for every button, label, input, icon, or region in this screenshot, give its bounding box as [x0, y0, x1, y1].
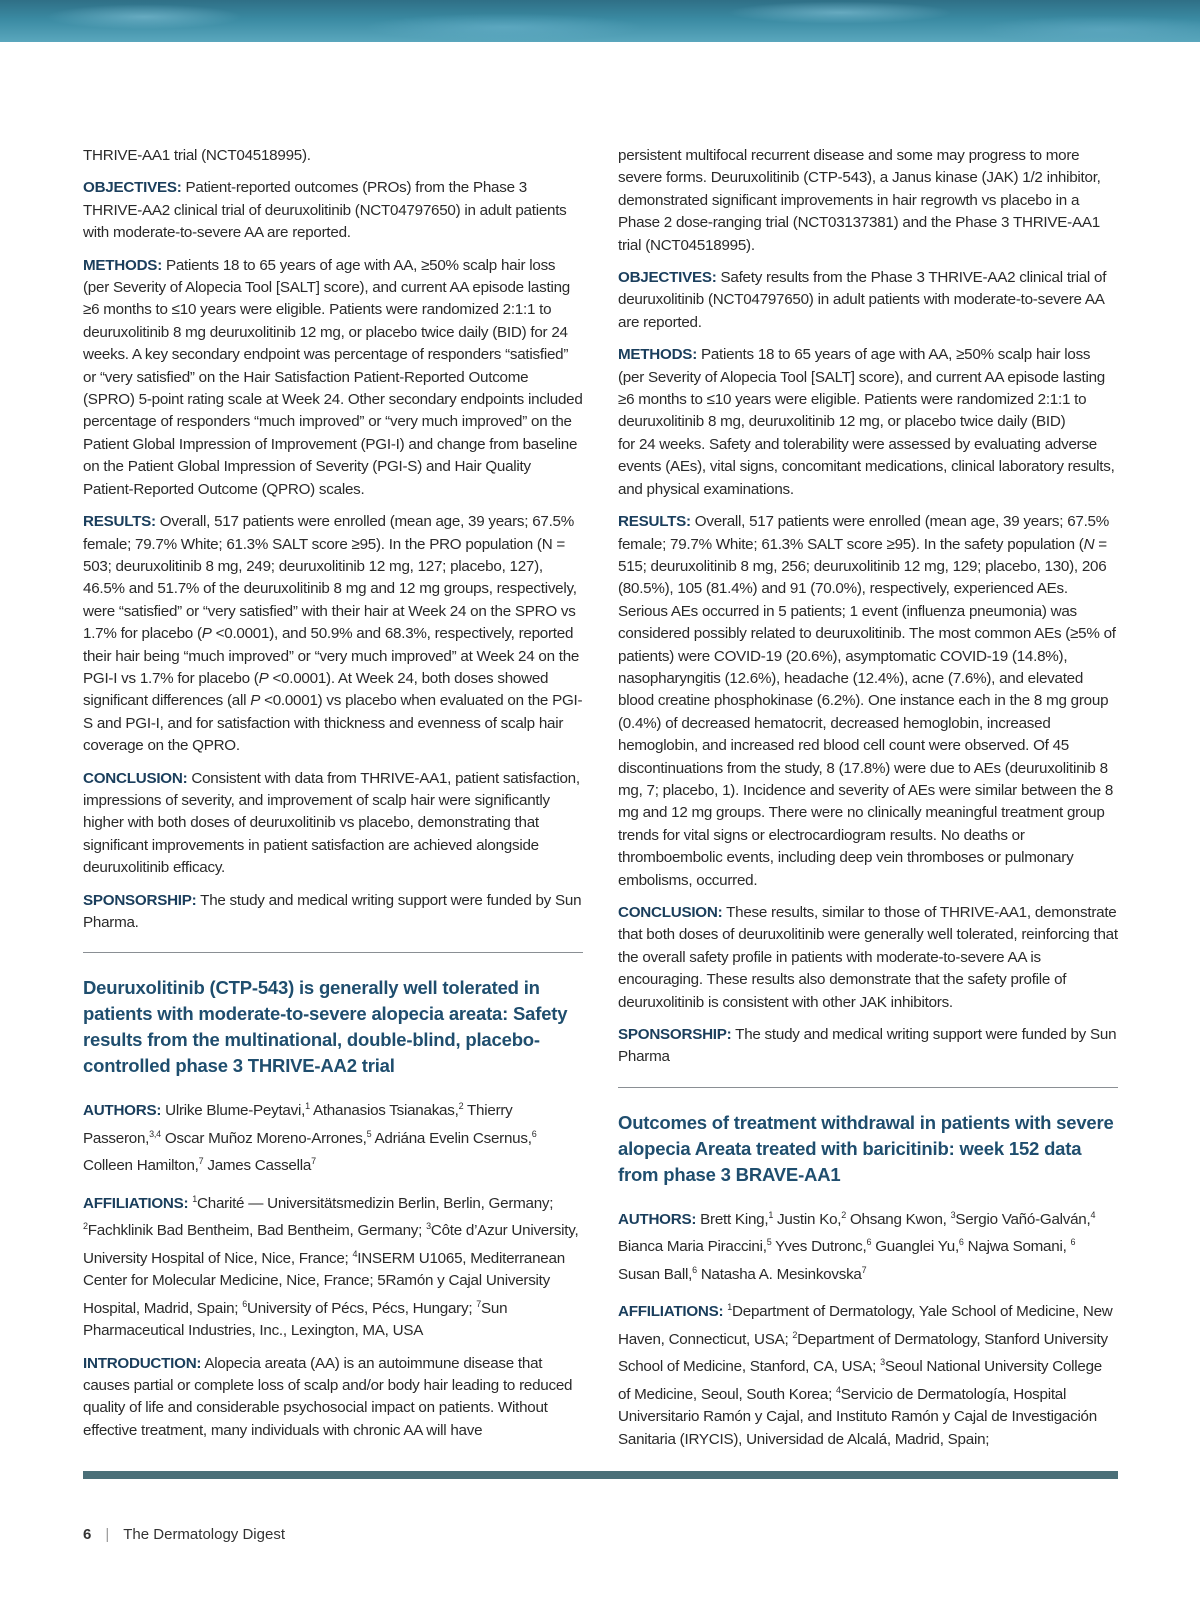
- author-affiliation-marker: 4: [1090, 1209, 1096, 1220]
- results-label: RESULTS:: [83, 513, 156, 531]
- header-ocean-banner: [0, 0, 1200, 42]
- author-affiliation-marker: 7: [198, 1156, 204, 1167]
- affiliation-text: Côte d’Azur University, University Hospital of Nice, Nice, France;: [83, 1222, 579, 1267]
- conclusion-paragraph: CONCLUSION: These results, similar to those of THRIVE-AA1, demonstrate that both doses of deuruxolitinib were generally well tolerated, reinforcing that the overall safety profile in patients with moderate-to-severe AA is encouraging. These results also demonstrate that the safety profile of deuruxolitinib is consistent with other JAK inhibitors.: [618, 904, 1118, 1011]
- author-affiliation-marker: 7: [311, 1156, 316, 1167]
- section-divider: [618, 1087, 1118, 1088]
- author-name: Thierry Passeron,: [83, 1102, 513, 1147]
- methods-paragraph: METHODS: Patients 18 to 65 years of age with AA, ≥50% scalp hair loss (per Severity of Alopecia Tool [SALT] score), and current AA episode lasting ≥6 months to ≤10 years were eligible. Patients were randomized 2:1:1 to deuruxolitinib 8 mg, deuruxolitinib 12 mg, or placebo twice daily (BID) for 24 weeks. Safety and tolerability were assessed by evaluating adverse events (AEs), vital signs, concomitant medications, clinical laboratory results, and physical examinations.: [618, 346, 1115, 498]
- author-affiliation-marker: 5: [366, 1128, 372, 1139]
- introduction-label: INTRODUCTION:: [83, 1354, 202, 1372]
- methods-label: METHODS:: [618, 346, 697, 364]
- affiliations-label: AFFILIATIONS:: [618, 1303, 724, 1321]
- article-title: Deuruxolitinib (CTP-543) is generally well tolerated in patients with moderate-to-severe alopecia areata: Safety results from the multinational, double-blind, placebo-controlled phase 3 THRIVE-AA2 trial: [83, 977, 568, 1077]
- affiliations-paragraph: [83, 1188, 583, 1343]
- author-name: Ohsang Kwon,: [846, 1210, 951, 1228]
- sponsorship-label: SPONSORSHIP:: [83, 891, 197, 909]
- author-affiliation-marker: 6: [958, 1237, 964, 1248]
- methods-paragraph: METHODS: Patients 18 to 65 years of age with AA, ≥50% scalp hair loss (per Severity of Alopecia Tool [SALT] score), and current AA episode lasting ≥6 months to ≤10 years were eligible. Patients were randomized 2:1:1 to deuruxolitinib 8 mg deuruxolitinib 12 mg, or placebo twice daily (BID) for 24 weeks. A key secondary endpoint was percentage of responders “satisfied” or “very satisfied” on the Hair Satisfaction Patient-Reported Outcome (SPRO) 5-point rating scale at Week 24. Other secondary endpoints included percentage of responders “much improved” or “very much improved” on the Patient Global Impression of Improvement (PGI-I) and change from baseline on the Patient Global Impression of Severity (PGI-S) and Hair Quality Patient-Reported Outcome (QPRO) scales.: [83, 256, 583, 498]
- author-name: Oscar Muñoz Moreno-Arrones,: [160, 1129, 367, 1147]
- author-name: Natasha A. Mesinkovska: [696, 1265, 862, 1283]
- author-affiliation-marker: 6: [866, 1237, 872, 1248]
- results-paragraph: RESULTS: Overall, 517 patients were enrolled (mean age, 39 years; 67.5% female; 79.7% White; 61.3% SALT score ≥95). In the PRO population (N = 503; deuruxolitinib 8 mg, 249; deuruxolitinib 12 mg, 127; placebo, 127), 46.5% and 51.7% of the deuruxolitinib 8 mg and 12 mg groups, respectively, were “satisfied” or “very satisfied” with their hair at Week 24 on the SPRO vs 1.7% for placebo (P <0.0001), and 50.9% and 68.3%, respectively, reported their hair being “much improved” or “very much improved” at Week 24 on the PGI-I vs 1.7% for placebo (P <0.0001). At Week 24, both doses showed significant differences (all P <0.0001) vs placebo when evaluated on the PGI-S and PGI-I, and for satisfaction with thickness and evenness of scalp hair coverage on the QPRO.: [83, 513, 583, 755]
- author-affiliation-marker: 6: [531, 1128, 537, 1139]
- affiliation-marker: 1: [727, 1302, 733, 1313]
- author-name: Colleen Hamilton,: [83, 1157, 199, 1175]
- author-name: Justin Ko,: [773, 1210, 842, 1228]
- objectives-label: OBJECTIVES:: [83, 179, 182, 197]
- affiliation-marker: 1: [192, 1193, 198, 1204]
- author-affiliation-marker: 7: [861, 1264, 867, 1275]
- author-name: Najwa Somani,: [963, 1238, 1071, 1256]
- section-divider: [83, 952, 583, 953]
- author-affiliation-marker: 3: [950, 1209, 956, 1220]
- affiliation-text: Sun Pharmaceutical Industries, Inc., Lexington, MA, USA: [83, 1299, 508, 1340]
- authors-paragraph: [83, 1095, 583, 1177]
- affiliation-text: Department of Dermatology, Yale School of Medicine, New Haven, Connecticut, USA;: [618, 1303, 1113, 1348]
- affiliation-marker: 7: [476, 1298, 482, 1309]
- affiliation-marker: 3: [426, 1221, 431, 1232]
- sponsorship-paragraph: SPONSORSHIP: The study and medical writing support were funded by Sun Pharma: [618, 1026, 1117, 1066]
- affiliations-paragraph: [618, 1296, 1118, 1451]
- affiliation-text: Seoul National University College of Medicine, Seoul, South Korea;: [618, 1358, 1102, 1403]
- affiliation-text: Servicio de Dermatología, Hospital Universitario Ramón y Cajal, and Instituto Ramón y Cajal de Investigación Sanitaria (IRYCIS), Universidad de Alcalá, Madrid, Spain;: [618, 1385, 1097, 1448]
- affiliation-text: Department of Dermatology, Stanford University School of Medicine, Stanford, CA, USA;: [618, 1330, 1108, 1376]
- intro-continued-paragraph: persistent multifocal recurrent disease and some may progress to more severe forms. Deuruxolitinib (CTP-543), a Janus kinase (JAK) 1/2 inhibitor, demonstrated significant improvements in hair regrowth vs placebo in a Phase 2 dose-ranging trial (NCT03137381) and the Phase 3 THRIVE-AA1 trial (NCT04518995).: [618, 147, 1101, 254]
- intro-tail-paragraph: THRIVE-AA1 trial (NCT04518995).: [83, 147, 311, 164]
- sponsorship-paragraph: SPONSORSHIP: The study and medical writing support were funded by Sun Pharma.: [83, 891, 582, 931]
- right-column: [618, 145, 1118, 1461]
- affiliation-marker: 3: [880, 1357, 885, 1368]
- affiliation-marker: 2: [792, 1329, 798, 1340]
- affiliations-list: [83, 1195, 578, 1339]
- affiliation-marker: 6: [242, 1298, 247, 1309]
- affiliation-text: INSERM U1065, Mediterranean Center for Molecular Medicine, Nice, France; 5Ramón y Cajal University Hospital, Madrid, Spain;: [83, 1249, 565, 1317]
- left-column: [83, 145, 583, 1452]
- affiliations-label: AFFILIATIONS:: [83, 1194, 189, 1212]
- affiliation-marker: 4: [352, 1248, 358, 1259]
- author-affiliation-marker: 6: [1070, 1237, 1076, 1248]
- author-name: Yves Dutronc,: [771, 1238, 867, 1256]
- results-label: RESULTS:: [618, 513, 691, 531]
- author-name: Guanglei Yu,: [871, 1238, 959, 1256]
- affiliation-marker: 2: [83, 1221, 88, 1232]
- results-paragraph: RESULTS: Overall, 517 patients were enrolled (mean age, 39 years; 67.5% female; 79.7% White; 61.3% SALT score ≥95). In the safety population (N = 515; deuruxolitinib 8 mg, 256; deuruxolitinib 12 mg, 129; placebo, 130), 206 (80.5%), 105 (81.4%) and 91 (70.0%), respectively, experienced AEs. Serious AEs occurred in 5 patients; 1 event (influenza pneumonia) was considered possibly related to deuruxolitinib. The most common AEs (≥5% of patients) were COVID-19 (20.6%), asymptomatic COVID-19 (14.8%), nasopharyngitis (12.6%), headache (12.4%), acne (7.6%), and elevated blood creatine phosphokinase (6.2%). One instance each in the 8 mg group (0.4%) of decreased hematocrit, decreased hemoglobin, increased hemoglobin, and increased red blood cell count were observed. Of 45 discontinuations from the study, 8 (17.8%) were due to AEs (deuruxolitinib 8 mg, 7; placebo, 1). Incidence and severity of AEs were similar between the 8 mg and 12 mg groups. There were no clinically meaningful treatment group trends for vital signs or electrocardiogram results. No deaths or thromboembolic events, including deep vein thromboses or pulmonary embolisms, occurred.: [618, 513, 1116, 889]
- introduction-paragraph: INTRODUCTION: Alopecia areata (AA) is an autoimmune disease that causes partial or complete loss of scalp and/or body hair leading to reduced quality of life and considerable psychosocial impact on patients. Without effective treatment, many individuals with chronic AA will have: [83, 1354, 573, 1439]
- author-name: Susan Ball,: [618, 1265, 693, 1283]
- affiliation-text: University of Pécs, Pécs, Hungary;: [246, 1299, 477, 1317]
- objectives-paragraph: OBJECTIVES: Patient-reported outcomes (PROs) from the Phase 3 THRIVE-AA2 clinical trial of deuruxolitinib (NCT04797650) in adult patients with moderate-to-severe AA are reported.: [83, 179, 567, 242]
- authors-paragraph: [618, 1204, 1118, 1286]
- author-affiliation-marker: 6: [692, 1264, 697, 1275]
- author-name: Bianca Maria Piraccini,: [618, 1238, 767, 1256]
- objectives-paragraph: OBJECTIVES: Safety results from the Phase 3 THRIVE-AA2 clinical trial of deuruxolitinib (NCT04797650) in adult patients with moderate-to-severe AA are reported.: [618, 269, 1107, 331]
- affiliation-text: Fachklinik Bad Bentheim, Bad Bentheim, Germany;: [87, 1222, 427, 1240]
- author-affiliation-marker: 2: [841, 1209, 847, 1220]
- author-affiliation-marker: 3,4: [149, 1128, 161, 1139]
- methods-label: METHODS:: [83, 256, 162, 274]
- conclusion-paragraph: CONCLUSION: Consistent with data from THRIVE-AA1, patient satisfaction, impressions of severity, and improvement of scalp hair were significantly higher with both doses of deuruxolitinib vs placebo, demonstrating that significant improvements in patient satisfaction are achieved alongside deuruxolitinib efficacy.: [83, 769, 580, 877]
- author-name: Brett King,: [700, 1210, 769, 1228]
- publication-name: The Dermatology Digest: [123, 1526, 285, 1543]
- article-title: Outcomes of treatment withdrawal in patients with severe alopecia Areata treated with baricitinib: week 152 data from phase 3 BRAVE-AA1: [618, 1111, 1114, 1185]
- authors-label: AUTHORS:: [83, 1102, 162, 1120]
- page-number: 6: [83, 1526, 92, 1543]
- conclusion-label: CONCLUSION:: [83, 769, 188, 787]
- footer-separator: |: [105, 1526, 110, 1543]
- affiliations-list: [618, 1303, 1113, 1447]
- author-name: Adriána Evelin Csernus,: [371, 1129, 532, 1147]
- author-affiliation-marker: 1: [768, 1209, 774, 1220]
- footer-rule: [83, 1471, 1118, 1479]
- author-affiliation-marker: 1: [305, 1101, 310, 1112]
- author-affiliation-marker: 5: [766, 1237, 772, 1248]
- author-name: Athanasios Tsianakas,: [309, 1102, 459, 1120]
- sponsorship-label: SPONSORSHIP:: [618, 1026, 732, 1044]
- author-affiliation-marker: 2: [458, 1101, 464, 1112]
- affiliation-marker: 4: [836, 1384, 841, 1395]
- author-name: Sergio Vañó-Galván,: [955, 1210, 1091, 1228]
- author-name: Ulrike Blume-Peytavi,: [165, 1102, 306, 1120]
- page-footer: [83, 1526, 285, 1543]
- affiliation-text: Charité — Universitätsmedizin Berlin, Berlin, Germany;: [197, 1194, 554, 1212]
- author-name: James Cassella: [203, 1157, 312, 1175]
- objectives-label: OBJECTIVES:: [618, 269, 717, 287]
- conclusion-label: CONCLUSION:: [618, 904, 723, 921]
- authors-label: AUTHORS:: [618, 1210, 697, 1228]
